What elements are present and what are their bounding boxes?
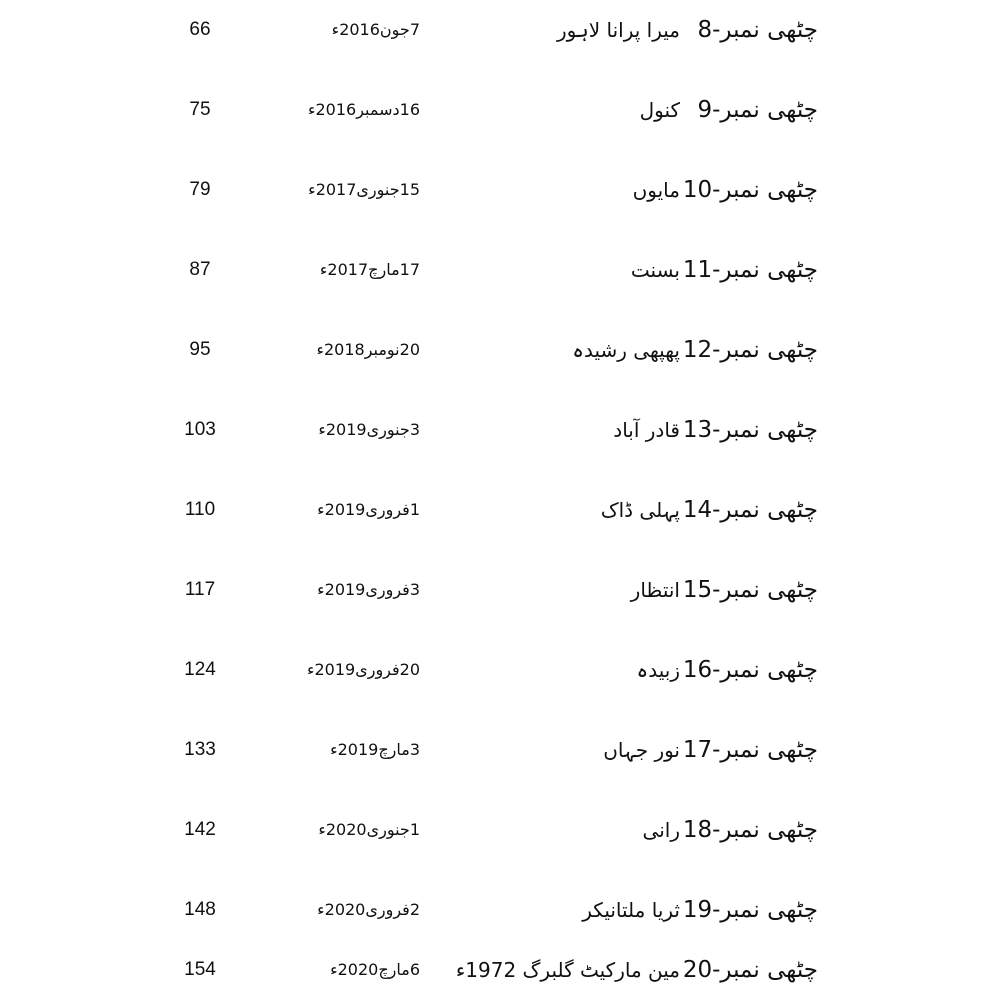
- letter-title: رانی: [642, 818, 680, 842]
- toc-row: [0, 560, 1000, 620]
- toc-row: [0, 400, 1000, 460]
- letter-number: چٹھی نمبر-19: [682, 897, 818, 923]
- letter-title: نور جہاں: [603, 738, 680, 762]
- letter-date: 3جنوری2019ء: [318, 420, 420, 439]
- letter-number: چٹھی نمبر-8: [697, 17, 818, 43]
- letter-number: چٹھی نمبر-20: [682, 957, 818, 983]
- letter-date: 20نومبر2018ء: [316, 340, 420, 359]
- page-number: 75: [189, 99, 211, 120]
- letter-title: کنول: [639, 98, 680, 122]
- page-number: 124: [184, 659, 216, 680]
- letter-title: ثریا ملتانیکر: [582, 898, 680, 922]
- letter-number: چٹھی نمبر-11: [682, 257, 818, 283]
- letter-number: چٹھی نمبر-16: [682, 657, 818, 683]
- letter-title: انتظار: [630, 578, 680, 602]
- letter-number: چٹھی نمبر-12: [682, 337, 818, 363]
- letter-date: 6مارچ2020ء: [330, 960, 420, 979]
- toc-row: [0, 800, 1000, 860]
- letter-title: پھپھی رشیدہ: [572, 338, 680, 362]
- letter-date: 2فروری2020ء: [317, 900, 420, 919]
- letter-date: 7جون2016ء: [331, 20, 420, 39]
- letter-number: چٹھی نمبر-13: [682, 417, 818, 443]
- letter-number: چٹھی نمبر-17: [682, 737, 818, 763]
- letter-number: چٹھی نمبر-9: [697, 97, 818, 123]
- page-number: 103: [184, 419, 216, 440]
- toc-row: [0, 0, 1000, 60]
- letter-date: 1جنوری2020ء: [318, 820, 420, 839]
- page-number: 154: [184, 959, 216, 980]
- page-number: 110: [184, 499, 216, 520]
- page-number: 133: [184, 739, 216, 760]
- toc-row: [0, 940, 1000, 1000]
- toc-row: [0, 880, 1000, 940]
- page-number: 66: [189, 19, 211, 40]
- toc-row: [0, 720, 1000, 780]
- page-number: 117: [184, 579, 216, 600]
- toc-row: [0, 320, 1000, 380]
- letter-date: 1فروری2019ء: [317, 500, 420, 519]
- letter-title: بسنت: [630, 258, 680, 282]
- letter-date: 3فروری2019ء: [317, 580, 420, 599]
- letter-title: زبیدہ: [636, 658, 680, 682]
- letter-number: چٹھی نمبر-10: [682, 177, 818, 203]
- page-number: 95: [189, 339, 211, 360]
- letter-date: 20فروری2019ء: [306, 660, 420, 679]
- toc-row: [0, 240, 1000, 300]
- letter-title: پہلی ڈاک: [600, 498, 680, 522]
- letter-title: قادر آباد: [613, 418, 680, 442]
- page-number: 148: [184, 899, 216, 920]
- toc-row: [0, 480, 1000, 540]
- page-number: 87: [189, 259, 211, 280]
- letter-number: چٹھی نمبر-18: [682, 817, 818, 843]
- letter-date: 3مارچ2019ء: [330, 740, 420, 759]
- letter-title: مایوں: [632, 178, 680, 202]
- letter-date: 15جنوری2017ء: [308, 180, 420, 199]
- letter-number: چٹھی نمبر-14: [682, 497, 818, 523]
- letter-date: 16دسمبر2016ء: [307, 100, 420, 119]
- toc-row: [0, 160, 1000, 220]
- letter-number: چٹھی نمبر-15: [682, 577, 818, 603]
- page-number: 79: [189, 179, 211, 200]
- toc-row: [0, 80, 1000, 140]
- letter-title: میرا پرانا لاہور: [557, 18, 680, 42]
- toc-row: [0, 640, 1000, 700]
- page-number: 142: [184, 819, 216, 840]
- letter-title: مین مارکیٹ گلبرگ 1972ء: [455, 958, 680, 982]
- letter-date: 17مارچ2017ء: [319, 260, 420, 279]
